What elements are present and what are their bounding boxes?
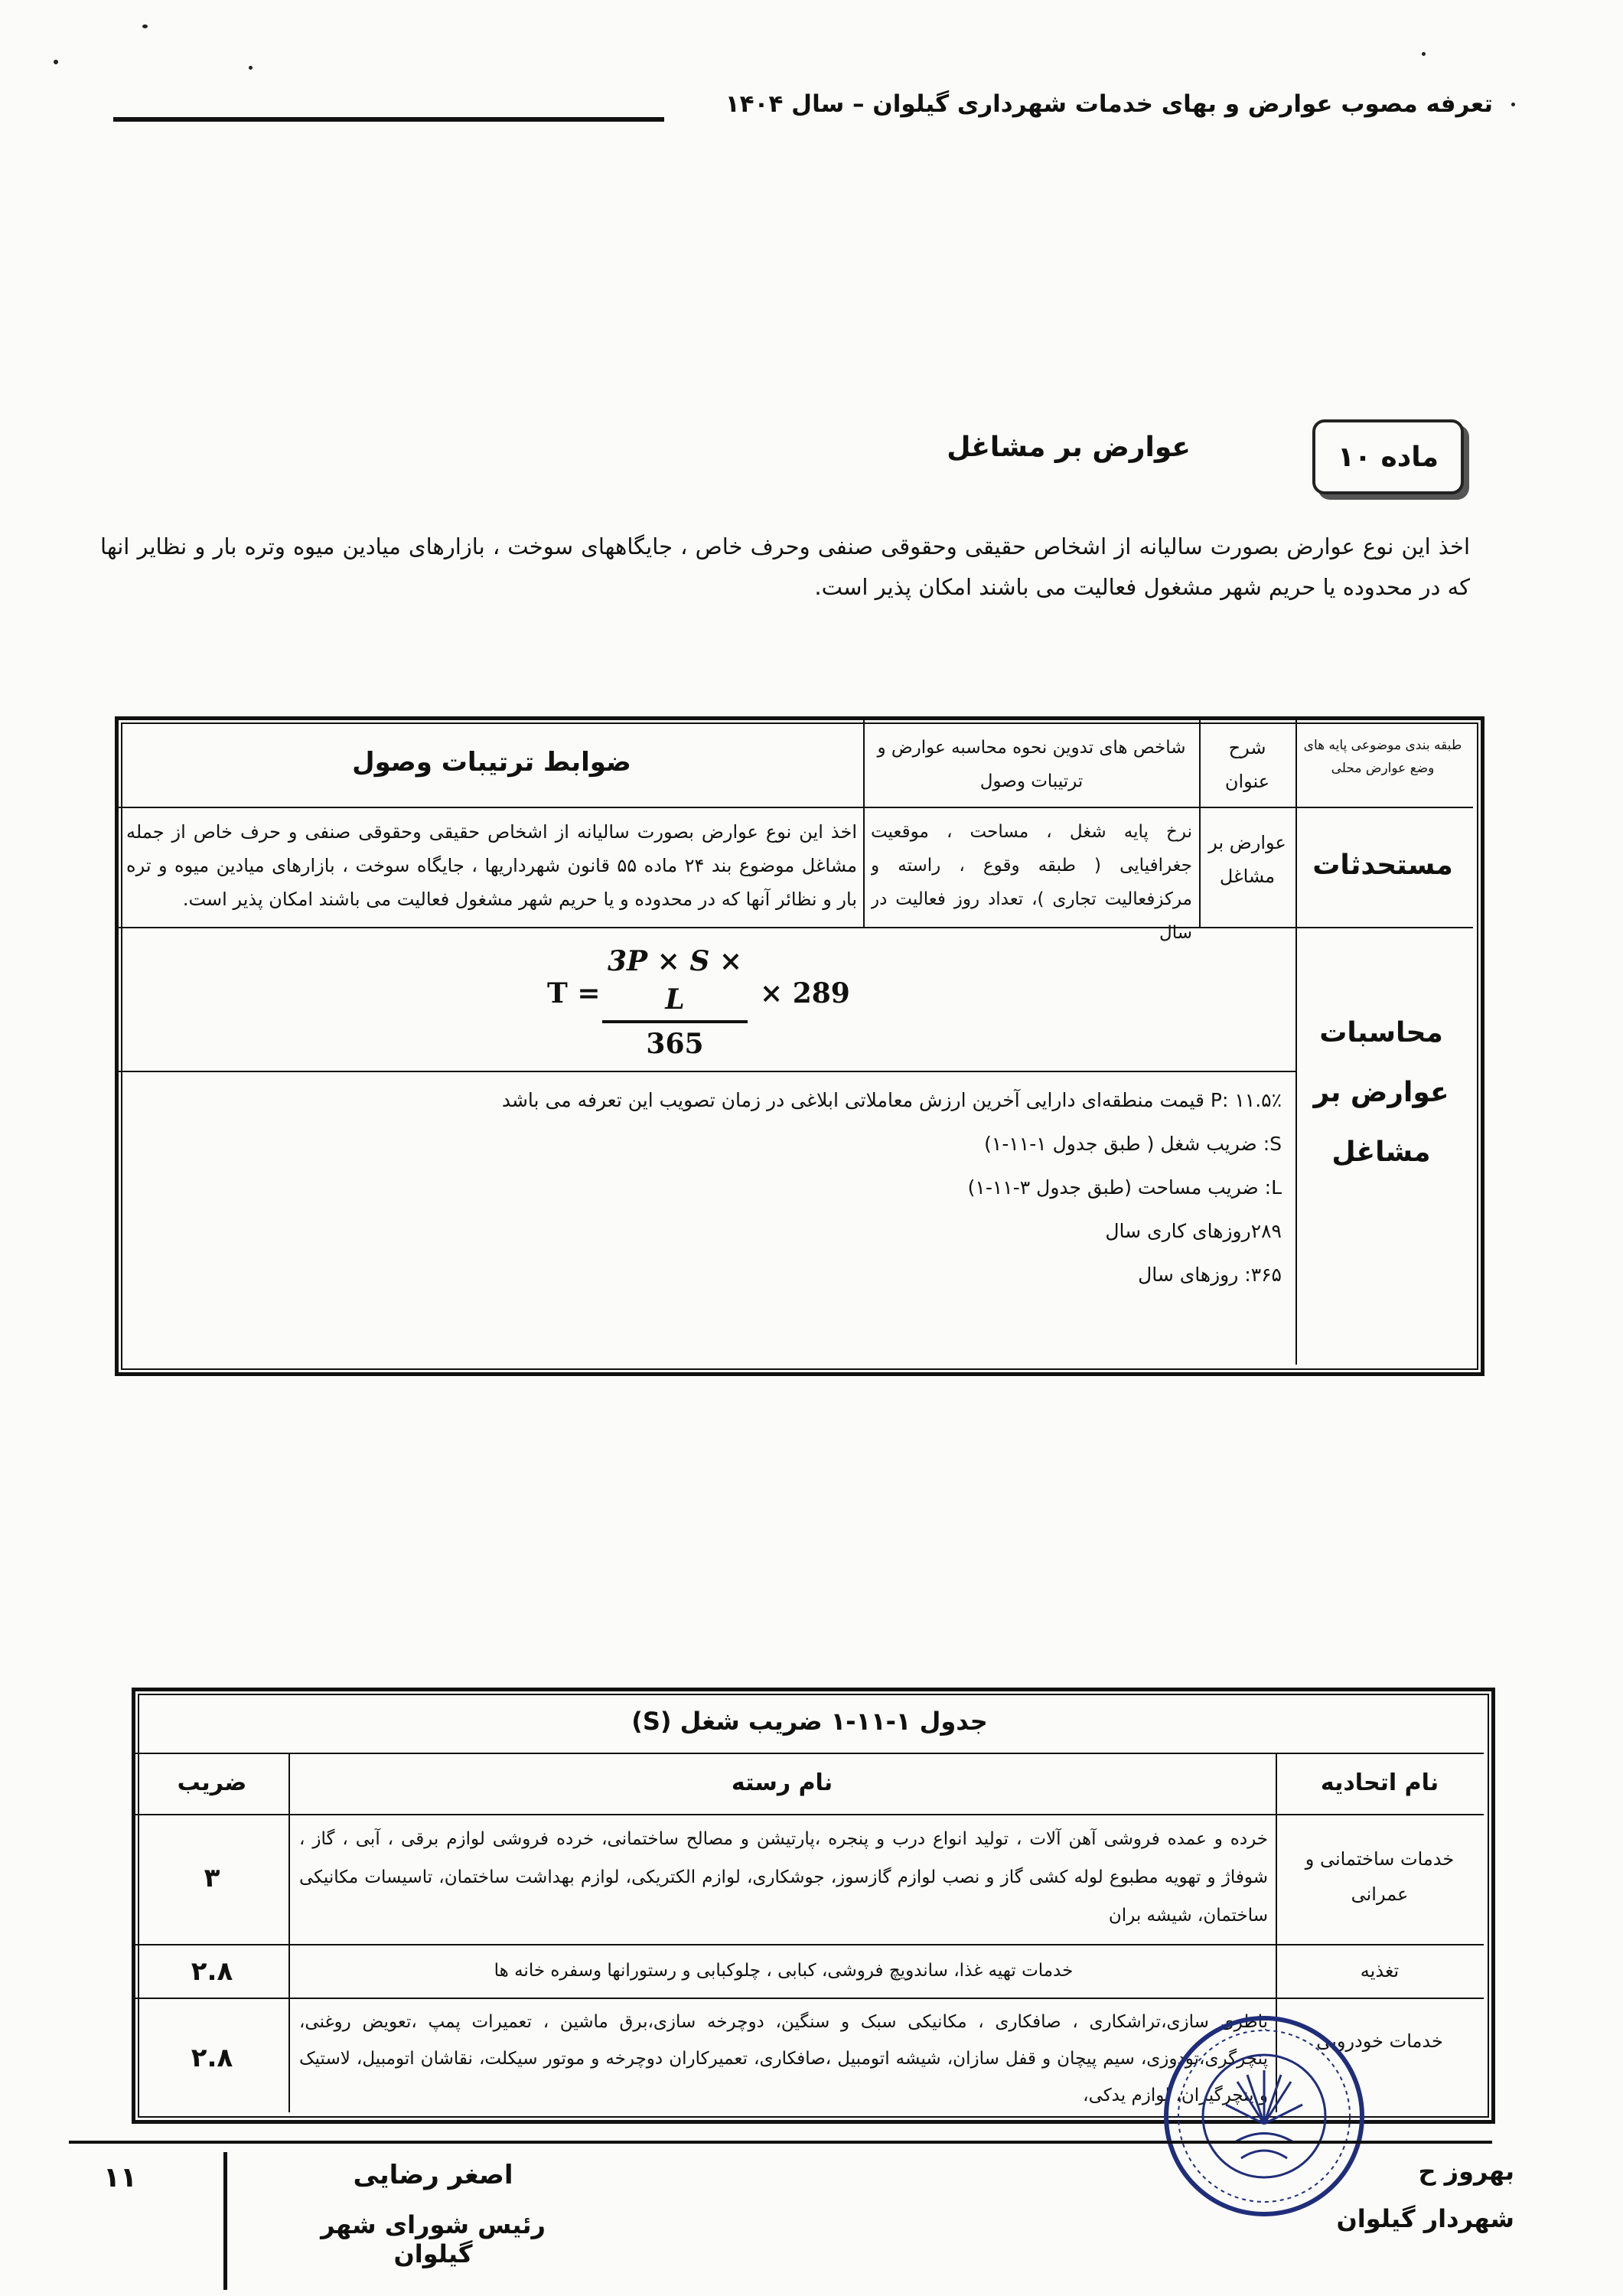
row-coefficient: ۲.۸ [191, 1956, 233, 1987]
row-category-mostahdesat: مستحدثات [1312, 850, 1453, 881]
formula-fraction [602, 942, 748, 1063]
table-divider [1295, 720, 1297, 1365]
formula-lhs: T = [547, 977, 601, 1009]
document-header-title: تعرفه مصوب عوارض و بهای خدمات شهرداری گیلوان – سال ۱۴۰۴ [725, 90, 1493, 118]
table-divider [119, 927, 1473, 928]
footer-divider [69, 2141, 1492, 2144]
row-union: خدمات خودرویی [1316, 2030, 1443, 2052]
scan-speck [249, 66, 253, 70]
definition-p: P: ۱۱.۵٪ قیمت منطقه‌ای دارایی آخرین ارزش معاملاتی ابلاغی در زمان تصویب این تعرفه می باشد [501, 1089, 1282, 1111]
header-union: نام اتحادیه [1320, 1769, 1439, 1796]
formula-denominator: 365 [646, 1028, 704, 1060]
footer-separator [223, 2152, 227, 2290]
header-divider [113, 117, 664, 122]
header-description: شرح عنوان [1224, 737, 1270, 792]
council-head-title: رئیس شورای شهر گیلوان [321, 2210, 546, 2268]
table-divider [1199, 720, 1201, 927]
municipality-seal [1157, 2009, 1371, 2223]
table-divider [135, 1944, 1484, 1945]
scan-speck [142, 24, 148, 28]
row-union: خدمات ساختمانی و عمرانی [1305, 1848, 1455, 1905]
table-divider [288, 1753, 290, 2112]
row-category: خرده و عمده فروشی آهن آلات ، تولید انواع درب و پنجره ،پارتیشن و مصالح ساختمانی، خرده فروشی لوازم برقی ، آبی ، گاز ، شوفاژ و تهویه مطبوع لوله کشی گاز و نصب لوازم گازسوز، جوشکاری، لوازم الکتریکی، لوازم بهداشت ساختمان، تاسیسات مکانیکی ساختمان، شیشه بران [299, 1829, 1268, 1926]
article-intro-paragraph: اخذ این نوع عوارض بصورت سالیانه از اشخاص حقیقی وحقوقی صنفی وحرف خاص ، جایگاههای سوخت ، بازارهای میادین میوه وتره بار و نظایر انها که در محدوده یا حریم شهر مشغول فعالیت می باشند امکان پذیر است. [100, 533, 1470, 600]
scan-speck [54, 60, 58, 64]
definition-s: S: ضریب شغل ( طبق جدول ۱-۱۱-۱) [984, 1133, 1282, 1155]
table-divider [119, 1071, 1295, 1072]
article-title: عوارض بر مشاغل [947, 432, 1191, 463]
article-number-box: ماده ۱۰ [1312, 419, 1464, 494]
formula-numerator: 3P × S × L [607, 945, 743, 1016]
formula-fraction-bar [602, 1020, 748, 1023]
mayor-title-partial: شهردار گیلوان [1336, 2204, 1514, 2233]
row-rules: اخذ این نوع عوارض بصورت سالیانه از اشخاص حقیقی وحقوقی صنفی و حرف خاص از جمله مشاغل موضوع بند ۲۴ ماده ۵۵ قانون شهرداریها ، جایگاه سوخت ، بازارهای میادین میوه و تره بار و نظائر آنها که در محدوده و یا حریم شهر مشغول فعالیت می باشند امکان پذیر است. [126, 821, 857, 910]
row-union: تغذیه [1360, 1960, 1400, 1981]
row-coefficient: ۲.۸ [191, 2043, 233, 2073]
table-title: جدول ۱-۱۱-۱ ضریب شغل (S) [631, 1707, 988, 1736]
header-indicators: شاخص های تدوین نحوه محاسبه عوارض و ترتیبات وصول [877, 738, 1186, 791]
definition-l: L: ضریب مساحت (طبق جدول ۳-۱۱-۱) [967, 1176, 1282, 1199]
scan-speck [1511, 103, 1515, 106]
formula-definitions [440, 1078, 1282, 1296]
tariff-formula [547, 942, 1006, 1060]
table-divider [863, 720, 865, 927]
council-head-name: اصغر رضایی [353, 2160, 513, 2190]
table-divider [135, 1814, 1484, 1815]
row-category: خدمات تهیه غذا، ساندویچ فروشی، کبابی ، چلوکبابی و رستورانها وسفره خانه ها [494, 1961, 1074, 1981]
header-coefficient: ضریب [177, 1769, 247, 1796]
page-number: ۱۱ [103, 2162, 137, 2193]
header-rules: ضوابط ترتیبات وصول [352, 747, 631, 778]
definition-working-days: ۲۸۹روزهای کاری سال [1105, 1220, 1282, 1242]
table-divider [135, 1753, 1484, 1754]
article-tariff-table [115, 716, 1484, 1376]
header-category: نام رسته [731, 1769, 833, 1796]
mayor-name-partial: بهروز ح [1418, 2157, 1514, 2186]
table-divider [135, 1998, 1484, 1999]
definition-year-days: ۳۶۵: روزهای سال [1138, 1264, 1282, 1286]
row-description: عوارض بر مشاغل [1208, 832, 1286, 887]
formula-multiplier: × 289 [760, 977, 850, 1009]
table-divider [119, 807, 1473, 808]
row-indicators: نرخ پایه شغل ، مساحت ، موقعیت جغرافیایی ( طبقه وقوع ، راسته و مرکزفعالیت تجاری )، تعداد روز فعالیت در سال [871, 822, 1192, 943]
row-coefficient: ۳ [204, 1863, 220, 1893]
scan-speck [1422, 52, 1426, 56]
row-category-calculation: محاسبات عوارض بر مشاغل [1313, 1017, 1449, 1168]
header-category: طبقه بندی موضوعی پایه های وضع عوارض محلی [1303, 738, 1462, 776]
row-category: باطری سازی،تراشکاری ، صافکاری ، مکانیکی سبک و سنگین، دوچرخه سازی،برق ماشین ، تعمیرات پمپ ،تعویض روغنی، پنچرگری،تودوزی، سیم پیچان و قفل سازان، شیشه اتومبیل ،صافکاری، تعمیرکاران دوچرخه و موتور سیکلت، نقاشان اتومبیل، لاستیک و پنچرگیران، لوازم یدکی، [299, 2012, 1268, 2105]
